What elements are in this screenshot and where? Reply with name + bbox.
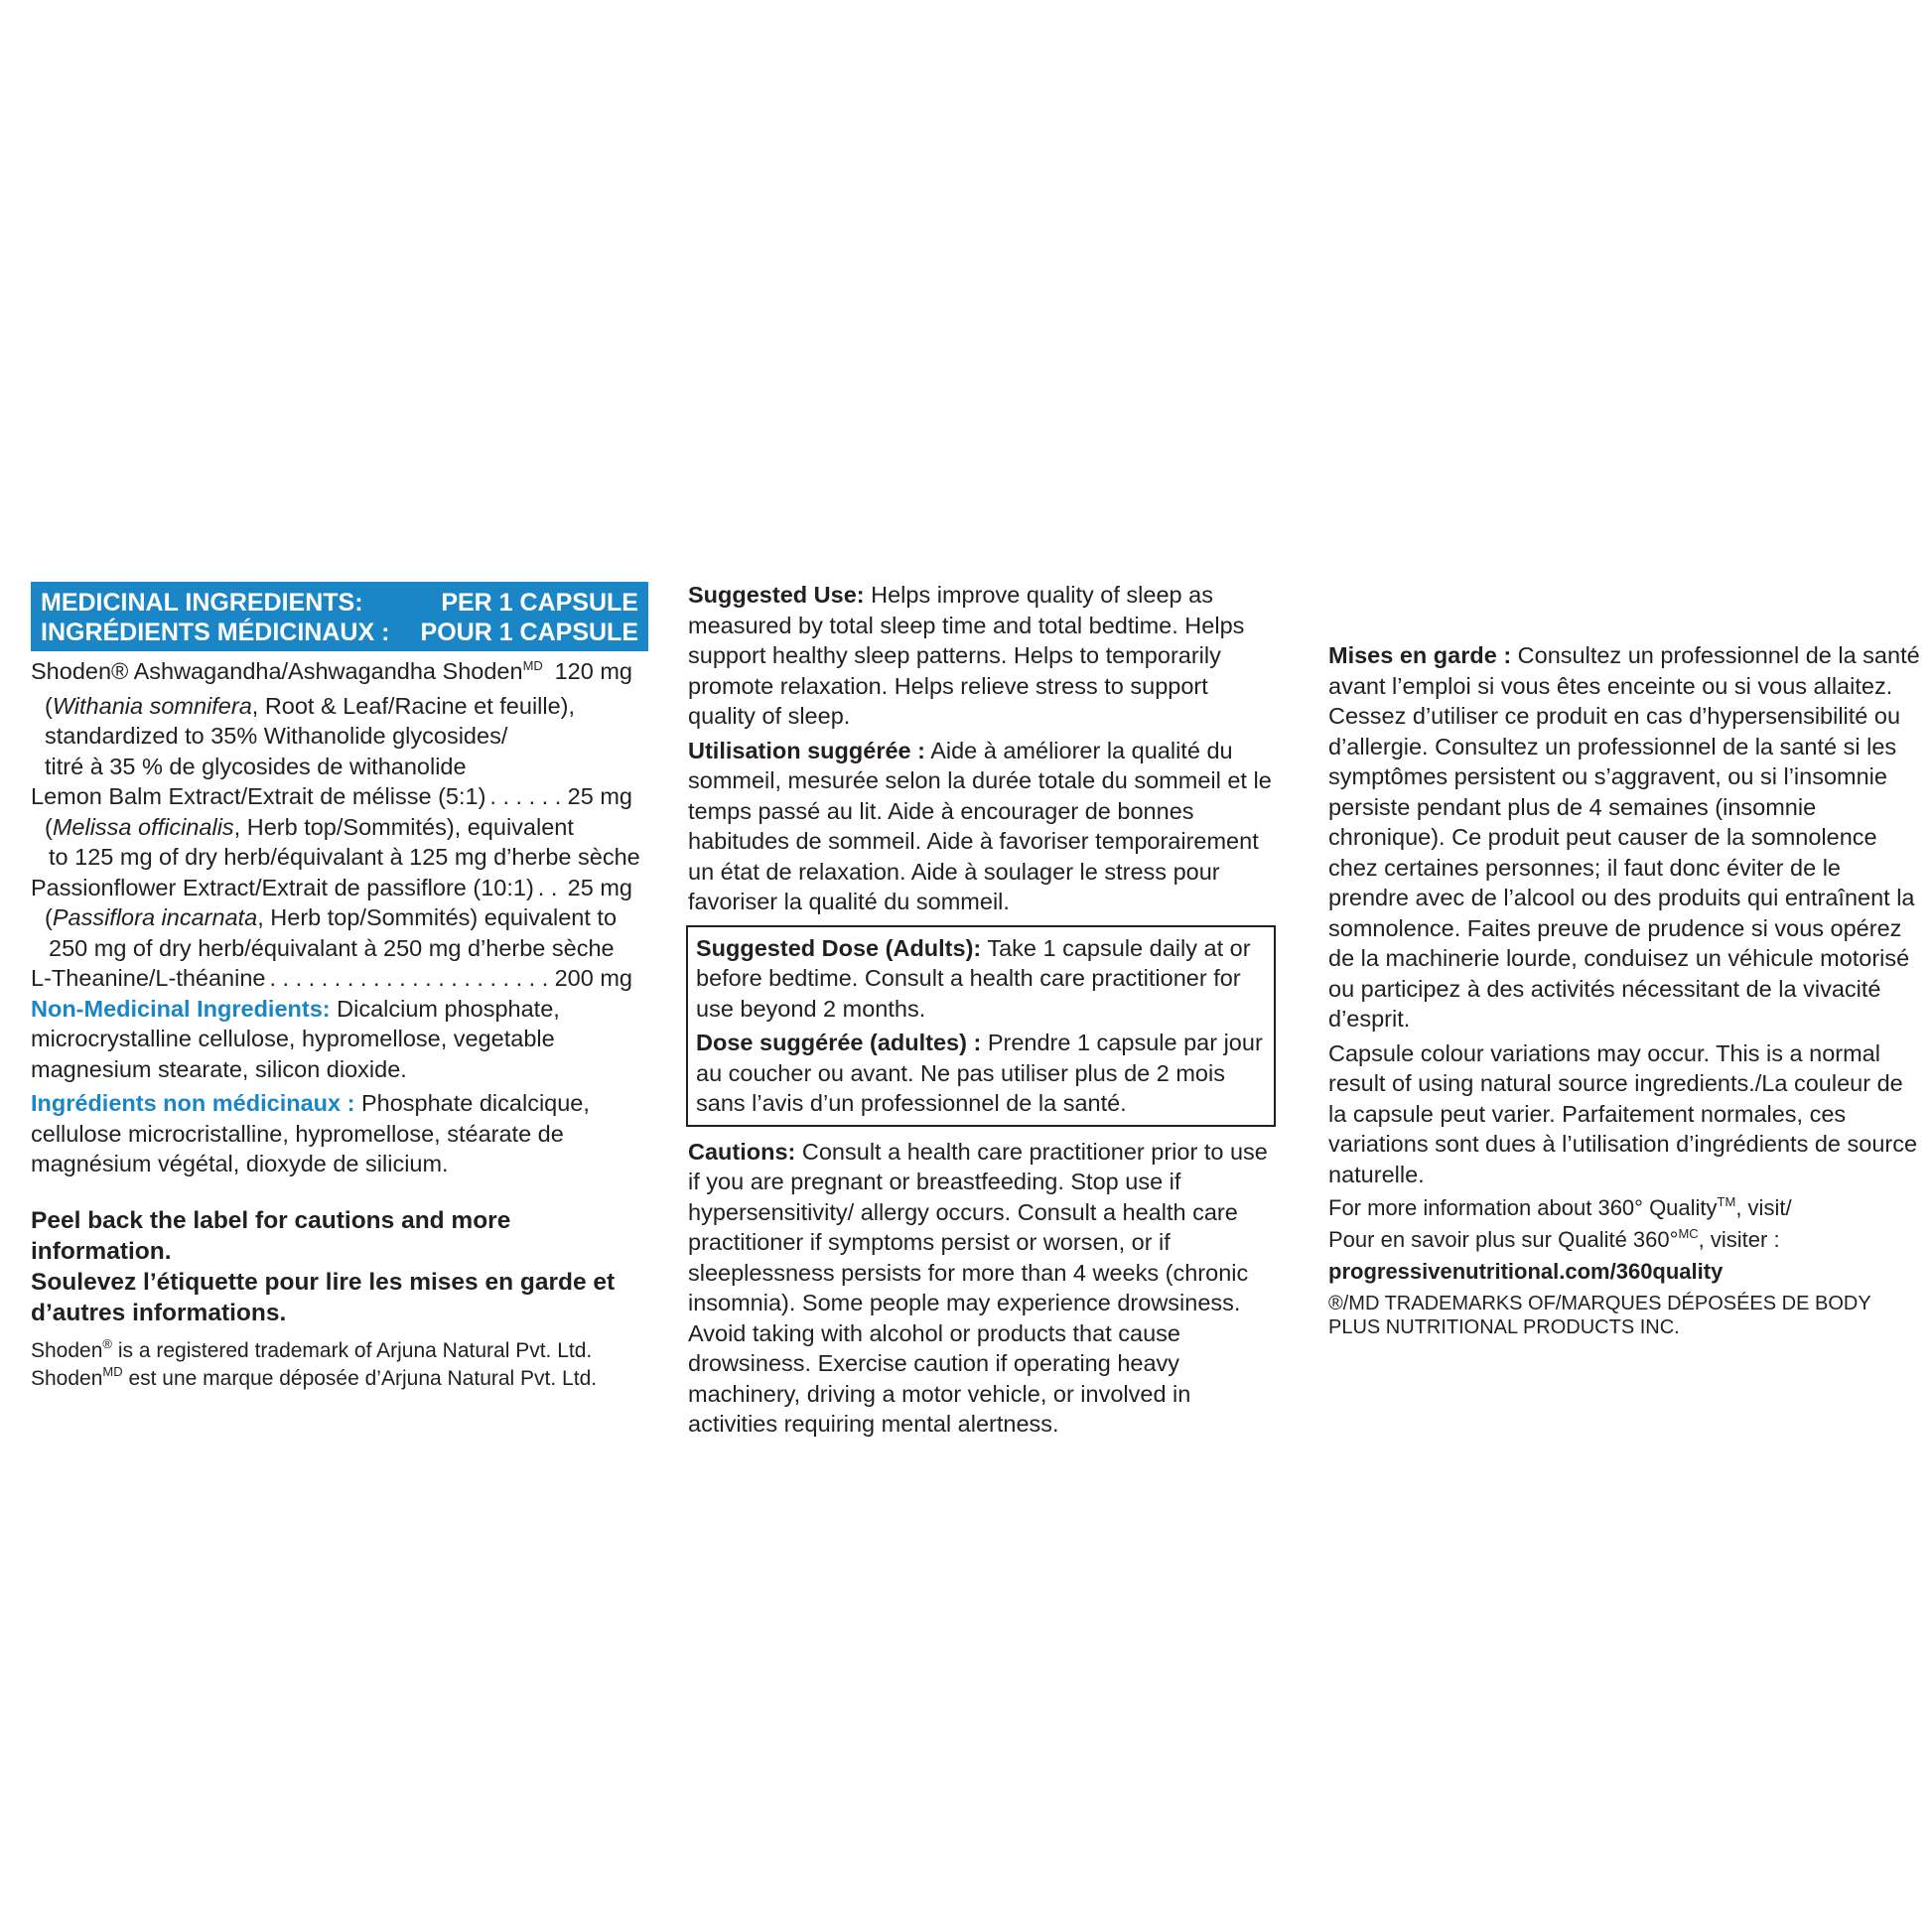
cautions-fr: Mises en garde : Consultez un professionnel de la santé avant l’emploi si vous êtes enceinte ou si vous allaitez. Cessez d’utiliser ce produit en cas d’hypersensibilité ou d’allergie. Consultez un professionnel de la santé si les symptômes persistent ou s’aggravent, ou si l’insomnie persiste pendant plus de 4 semaines (insomnie chronique). Ce produit peut causer de la somnolence chez certaines personnes; il faut donc éviter de le prendre avec de l’alcool ou des produits qui entraînent la somnolence. Faites preuve de prudence si vous opérez de la machinerie lourde, conduisez un véhicule motorisé ou participez à des activités nécessitant de la vivacité d’esprit.: [1328, 642, 1920, 1032]
peel-back-notice: Peel back the label for cautions and more information. Soulevez l’étiquette pour lire les mises en garde et d’autres informations.: [31, 1206, 616, 1326]
more-info: For more information about 360° Quality™, visit/ Pour en savoir plus sur Qualité 360°$^{MC}$, visiter : progressivenutritional.com/360quality: [1328, 1193, 1924, 1286]
ingredients-column: [31, 582, 648, 1394]
ingredient-name: Shoden® Ashwagandha/Ashwagandha Shoden: [31, 658, 523, 684]
ingredient-ashwagandha: Shoden® Ashwagandha/Ashwagandha Shoden$^{MD}$ . . . 120 mg (Withania somnifera, Root & Leaf/Racine et feuille), standardized to 35% Withanolide glycosides/ titré à 35 % de glycosides de withanolide: [31, 656, 648, 781]
ingredient-amount: 25 mg: [567, 874, 632, 900]
cautions-en: Cautions: Consult a health care practitioner prior to use if you are pregnant or breastfeeding. Stop use if hypersensitivity/ allergy occurs. Consult a health care practitioner if symptoms persist or worsen, or if sleeplessness persists for more than 4 weeks (chronic insomnia). Some people may experience drowsiness. Avoid taking with alcohol or products that cause drowsiness. Exercise caution if operating heavy machinery, driving a motor vehicle, or involved in activities requiring mental alertness.: [688, 1138, 1268, 1437]
shoden-trademark-note: Shoden® is a registered trademark of Arjuna Natural Pvt. Ltd. Shoden$^{MD}$ est une marque déposée d’Arjuna Natural Pvt. Ltd.: [31, 1335, 598, 1390]
ingredient-name: Passionflower Extract/Extrait de passiflore (10:1): [31, 874, 534, 900]
capsule-colour-note: Capsule colour variations may occur. This is a normal result of using natural source ingredients./La couleur de la capsule peut varier. Parfaitement normales, ces variations sont dues à l’utilisation d’ingrédients de source naturelle.: [1328, 1039, 1918, 1187]
ingredient-amount: 25 mg: [567, 783, 632, 809]
cautions-column: [1328, 580, 1924, 1339]
non-medicinal-en: Non-Medicinal Ingredients: Dicalcium phosphate, microcrystalline cellulose, hypromellose, vegetable magnesium stearate, silicon dioxide.: [31, 995, 560, 1082]
usage-column: [688, 580, 1276, 1444]
medicinal-header-en: MEDICINAL INGREDIENTS:: [41, 589, 363, 617]
per-capsule-en: PER 1 CAPSULE: [441, 589, 638, 617]
per-capsule-fr: POUR 1 CAPSULE: [420, 619, 638, 646]
suggested-dose-en: Suggested Dose (Adults): Take 1 capsule daily at or before bedtime. Consult a health care practitioner for use beyond 2 months.: [696, 934, 1251, 1022]
trademarks-note: ®/MD TRADEMARKS OF/MARQUES DÉPOSÉES DE BODY PLUS NUTRITIONAL PRODUCTS INC.: [1328, 1293, 1871, 1338]
ingredient-amount: 200 mg: [554, 965, 632, 991]
ingredient-l-theanine: [31, 963, 648, 994]
medicinal-ingredients-header: [31, 582, 648, 651]
suggested-dose-box: [686, 925, 1276, 1127]
latin-name: Melissa officinalis: [52, 813, 234, 840]
ingredient-name: Lemon Balm Extract/Extrait de mélisse (5:1): [31, 783, 486, 809]
ingredient-passionflower: Passionflower Extract/Extrait de passiflore (10:1) . . . 25 mg (Passiflora incarnata, Herb top/Sommités) equivalent to 250 mg of dry herb/équivalant à 250 mg d’herbe sèche: [31, 873, 648, 964]
website-url: progressivenutritional.com/360quality: [1328, 1259, 1724, 1284]
ingredient-amount: 120 mg: [554, 658, 632, 684]
ingredient-lemon-balm: Lemon Balm Extract/Extrait de mélisse (5:1) . . . 25 mg (Melissa officinalis, Herb top/Sommités), equivalent to 125 mg of dry herb/équivalant à 125 mg d’herbe sèche: [31, 781, 648, 873]
latin-name: Withania somnifera: [52, 692, 252, 719]
suggested-use-fr: Utilisation suggérée : Aide à améliorer la qualité du sommeil, mesurée selon la durée totale du sommeil et le temps passé au lit. Aide à encourager de bonnes habitudes de sommeil. Aide à favoriser temporairement un état de relaxation. Aide à soulager le stress pour favoriser la qualité du sommeil.: [688, 737, 1272, 914]
medicinal-header-fr: INGRÉDIENTS MÉDICINAUX :: [41, 619, 390, 646]
non-medicinal-fr: Ingrédients non médicinaux : Phosphate dicalcique, cellulose microcristalline, hypromellose, stéarate de magnésium végétal, dioxyde de silicium.: [31, 1090, 590, 1176]
suggested-use-en: Suggested Use: Helps improve quality of sleep as measured by total sleep time and total bedtime. Helps support healthy sleep patterns. Helps to temporarily promote relaxation. Helps relieve stress to support quality of sleep.: [688, 582, 1245, 729]
latin-name: Passiflora incarnata: [52, 904, 258, 930]
ingredient-name: L-Theanine/L-théanine: [31, 965, 266, 991]
suggested-dose-fr: Dose suggérée (adultes) : Prendre 1 capsule par jour au coucher ou avant. Ne pas utiliser plus de 2 mois sans l’avis d’un professionnel de la santé.: [696, 1030, 1263, 1116]
